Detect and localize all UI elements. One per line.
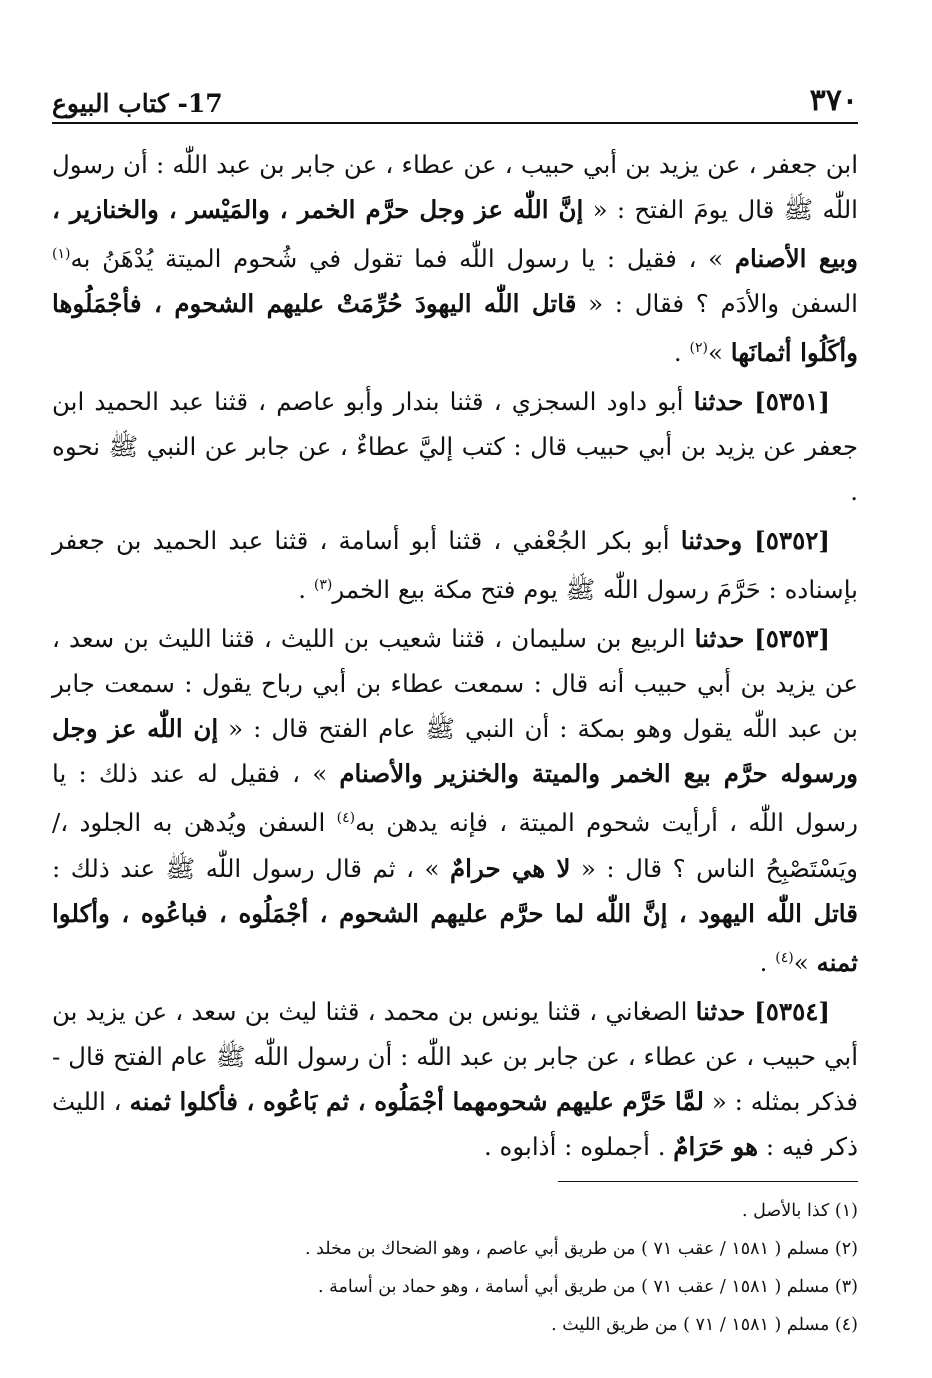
text-segment: أبو بكر الجُعْفي ، قثنا أبو أسامة ، قثنا عبد الحميد بن جعفر بإسناده : حَرَّمَ رسول اللّٰه ﷺ يوم فتح مكة بيع الخمر — [52, 526, 858, 605]
hadith-5351 — [52, 379, 858, 514]
text-segment: أبو داود السجزي ، قثنا بندار وأبو عاصم ، قثنا عبد الحميد ابن جعفر عن يزيد بن أبي حبيب قال : كتب إليَّ عطاءٌ ، عن جابر عن النبي ﷺ نحوه . — [52, 387, 858, 507]
footnote-ref: (٤) — [775, 949, 794, 966]
bold-text: [٥٣٥١] حدثنا — [693, 387, 830, 417]
text-segment: . أجملوه : أذابوه . — [483, 1131, 674, 1161]
text-segment: السفن والأدَم ؟ فقال : « — [576, 289, 858, 319]
footnote-2: (٢) مسلم ( ١٥٨١ / عقب ٧١ ) من طريق أبي عاصم ، وهو الضحاك بن مخلد . — [304, 1238, 858, 1259]
footnote-ref: (٢) — [689, 340, 708, 357]
footnote-1: (١) كذا بالأصل . — [742, 1200, 858, 1221]
bold-text: لمَّا حَرَّم عليهم شحومهما أجْمَلُوه ، ثم بَاعُوه ، فأكلوا ثمنه — [129, 1086, 704, 1116]
text-segment: السفن ويُدهن به الجلود ،/ ويَسْتَصْبِحُ الناس ؟ قال : « — [52, 808, 858, 883]
text-segment: » ، ثم قال رسول اللّٰه ﷺ عند ذلك : — [52, 853, 450, 883]
bold-text: [٥٣٥٤] حدثنا — [695, 996, 830, 1026]
footnote-4: (٤) مسلم ( ١٥٨١ / ٧١ ) من طريق الليث . — [551, 1314, 858, 1335]
bold-text: [٥٣٥٣] حدثنا — [694, 624, 830, 654]
footnote-ref: (١) — [52, 246, 71, 262]
text-segment: » — [793, 947, 817, 977]
text-segment: الصغاني ، قثنا يونس بن محمد ، قثنا ليث بن سعد ، عن يزيد بن أبي حبيب ، عن عطاء ، عن جابر بن عبد اللّٰه : أن رسول اللّٰه ﷺ عام الفتح قال - فذكر بمثله : « — [52, 996, 858, 1116]
text-segment: . — [759, 947, 776, 977]
bold-text: قاتل اللّٰه اليهود ، إنَّ اللّٰه لما حرَّم عليهم الشحوم ، أجْمَلُوه ، فباعُوه ، وأكلوا ثمنه — [52, 898, 858, 977]
footnote-separator — [558, 1181, 858, 1182]
text-segment: » ، فقيل : يا رسول اللّٰه فما تقول في شُحوم الميتة يُدْهَنُ به — [70, 244, 735, 274]
text-segment: الربيع بن سليمان ، قثنا شعيب بن الليث ، قثنا الليث بن سعد ، عن يزيد بن أبي حبيب أنه قال : سمعت عطاء بن أبي رباح يقول : سمعت جابر بن عبد اللّٰه يقول وهو بمكة : أن النبي ﷺ عام الفتح قال : « — [52, 624, 858, 744]
hadith-5353 — [52, 616, 858, 984]
book-page — [52, 78, 858, 1344]
page-number: ٣٧٠ — [809, 83, 858, 118]
text-segment: . — [673, 338, 690, 368]
chapter-title: 17- كتاب البيوع — [52, 89, 223, 118]
text-segment: » ، فقيل له عند ذلك : يا رسول اللّٰه ، أرأيت شحوم الميتة ، فإنه يدهن به — [52, 759, 859, 838]
footnote-3: (٣) مسلم ( ١٥٨١ / عقب ٧١ ) من طريق أبي أسامة ، وهو حماد بن أسامة . — [318, 1276, 858, 1297]
footnotes — [52, 1192, 858, 1344]
bold-text: هو حَرَامٌ — [673, 1131, 759, 1161]
main-text — [52, 142, 858, 1169]
text-segment: ، الليث ذكر فيه : — [52, 1086, 858, 1161]
footnote-ref: (٤) — [336, 810, 356, 827]
text-segment: » — [707, 338, 731, 368]
bold-text: لا هي حرامٌ — [450, 853, 571, 883]
bold-text: إن اللّٰه عز وجل ورسوله حرَّم بيع الخمر والميتة والخنزير والأصنام — [52, 714, 858, 789]
bold-text: [٥٣٥٢] وحدثنا — [680, 526, 830, 556]
page-header — [52, 78, 858, 124]
hadith-5354 — [52, 989, 858, 1169]
hadith-5352 — [52, 518, 858, 612]
text-segment: ابن جعفر ، عن يزيد بن أبي حبيب ، عن عطاء ، عن جابر بن عبد اللّٰه : أن رسول اللّٰه ﷺ قال يومَ الفتح : « — [52, 150, 859, 224]
footnote-ref: (٣) — [313, 577, 333, 594]
bold-text: إنَّ اللّٰه عز وجل حرَّم الخمر ، والمَيْسر ، والخنازير ، وبيع الأصنام — [52, 195, 858, 274]
bold-text: قاتل اللّٰه اليهودَ حُرِّمَتْ عليهم الشحوم ، فأجْمَلُوها وأكَلُوا أثمانَها — [52, 289, 858, 368]
paragraph-1 — [52, 142, 858, 375]
text-segment: . — [298, 575, 314, 605]
